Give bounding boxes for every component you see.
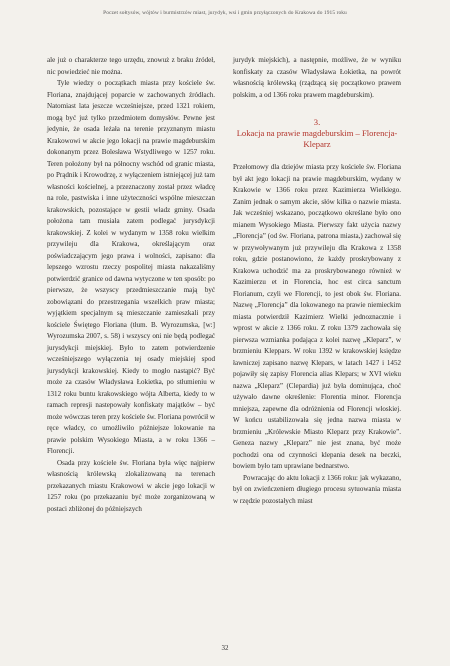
paragraph: ale już o charakterze tego urzędu, znowuż z braku źródeł, nic powiedzieć nie można. — [47, 56, 215, 76]
paragraph: Tyle wiedzy o początkach miasta przy kościele św. Floriana, znajdującej poparcie w zachowanych źródłach. Natomiast lata jeszcze wcześniejsze, przed 1321 rokiem, mogą być już tylko przedmiotem domysłów. Pewne jest jedynie, że osada leżała na terenie przyznanym miastu Krakowowi w akcie jego lokacji na prawie magdeburskim dokonanym przez Bolesława Wstydliwego w 1257 roku. Teren położony był na północny wschód od granic miasta, po Prądnik i Krowodrzę, z wyłączeniem istniejącej już tam własności kościelnej, a przeznaczony został przez władcę na role, pastwiska i inne użyteczności wspólne mieszczan krakowskich, pozostające w gestii władz gminy. Osada położona tam musiała zatem podlegać jurysdykcji krakowskiej. Z kolei w wydanym w 1358 roku wielkim przywileju dla Krakowa, określającym oraz poświadczającym jego prawa i wolności, zapisano: dla lepszego wzrostu rzeczy pospolitej miasta nakazaliśmy potwierdzić granice od dawna wytyczone w ten sposób: po pierwsze, że wszyscy przedmieszczanie mają być zobowiązani do przestrzegania wszelkich praw miasta; wyjątkiem specjalnym są mieszczanie zamieszkali przy kościele Świętego Floriana (tłum. B. Wyrozumska, [w:] Wyrozumska 2007, s. 58) i wszyscy oni nie będą podlegać jurysdykcji miejskiej. Było to zatem potwierdzenie wcześniejszego wyłączenia tej osady miejskiej spod jurysdykcji krakowskiej. Kiedy to mogło nastąpić? Być może za czasów Władysława Łokietka, po stłumieniu w 1312 roku buntu krakowskiego wójta Alberta, kiedy to w ramach represji nastepowały konfiskaty majątków – być może wówczas teren przy kościele św. Floriana powrócił w ręce władcy, co umożliwiło późniejsze lokowanie na prawie polskim Wysokiego Miasta, a w roku 1366 – Florencji. — [47, 79, 215, 455]
paragraph: jurydyk miejskich), a następnie, możliwe, że w wyniku konfiskaty za czasów Władysława Łokietka, na powrót własnością królewską (rządzącą się początkowo prawem polskim, a od 1366 roku prawem magdeburskim). — [233, 56, 401, 99]
section-title: Lokacja na prawie magdeburskim – Florencja-Kleparz — [236, 128, 398, 149]
paragraph: Powracając do aktu lokacji z 1366 roku: jak wykazano, był on zwieńczeniem długiego procesu sytuowania miasta w rzędzie pozostałych miast — [233, 473, 401, 505]
paragraph: Osada przy kościele św. Floriana była więc najpierw własnością królewską zlokalizowaną na terenach przekazanych miastu Krakowowi w akcie jego lokacji w 1257 roku (po przekazaniu być może zorganizowaną w postaci zbliżonej do późniejszych — [47, 458, 215, 513]
left-column — [47, 55, 215, 515]
page-number: 32 — [221, 644, 229, 652]
section-heading — [233, 117, 401, 150]
section-number: 3. — [313, 117, 321, 127]
running-header: Poczet sołtysów, wójtów i burmistrzów miast, jurydyk, wsi i gmin przyłączonych do Krakowa do 1915 roku — [103, 10, 347, 16]
right-column — [233, 55, 401, 507]
paragraph: Przełomowy dla dziejów miasta przy kościele św. Floriana był akt jego lokacji na prawie magdeburskim, wydany w Krakowie w 1366 roku przez Kazimierza Wielkiego. Zanim jednak o samym akcie, słów kilka o nazwie miasta. Jak wcześniej wskazano, początkowo określane było ono mianem Wysokiego Miasta. Pierwszy fakt użycia nazwy „Florencja” (od św. Floriana, patrona miasta,) zachował się w przywoływanym już przywileju dla Krakowa z 1358 roku, gdzie postanowiono, że każdy proskrybowany z Krakowa uchodzić ma za proskrybowanego również w Kazimierzu et in Florencia, hoc est circa sanctum Florianum, czyli we Florencji, to jest obok św. Floriana. Nazwę „Florencja” dla lokowanego na prawie niemieckim miasta potwierdził Kazimierz Wielki jednoznacznie i wprost w akcie z 1366 roku. Z roku 1379 zachowała się pierwsza wzmianka podająca z kolei nazwę „Kleparz”, w brzmieniu Kleppars. W roku 1392 w krakowskiej księdze ławniczej zapisano nazwę Klepars, w latach 1427 i 1452 pojawiły się zapisy Florencia alias Klepars; w XVI wieku nazwa „Kleparz” (Clepardia) już była dominująca, choć używało dawne określenie: Florentia minor. Florencja mniejsza, zapewne dla odróżnienia od Florencji włoskiej. W końcu ustabilizowała się jedna nazwa miasta w brzmieniu „Królewskie Miasto Kleparz przy Krakowie”. Geneza nazwy „Kleparz” nie jest znana, być może pochodzi ona od czynności klepania desek na beczki, bowiem było tam uprawiane bednarstwo. — [233, 163, 401, 470]
